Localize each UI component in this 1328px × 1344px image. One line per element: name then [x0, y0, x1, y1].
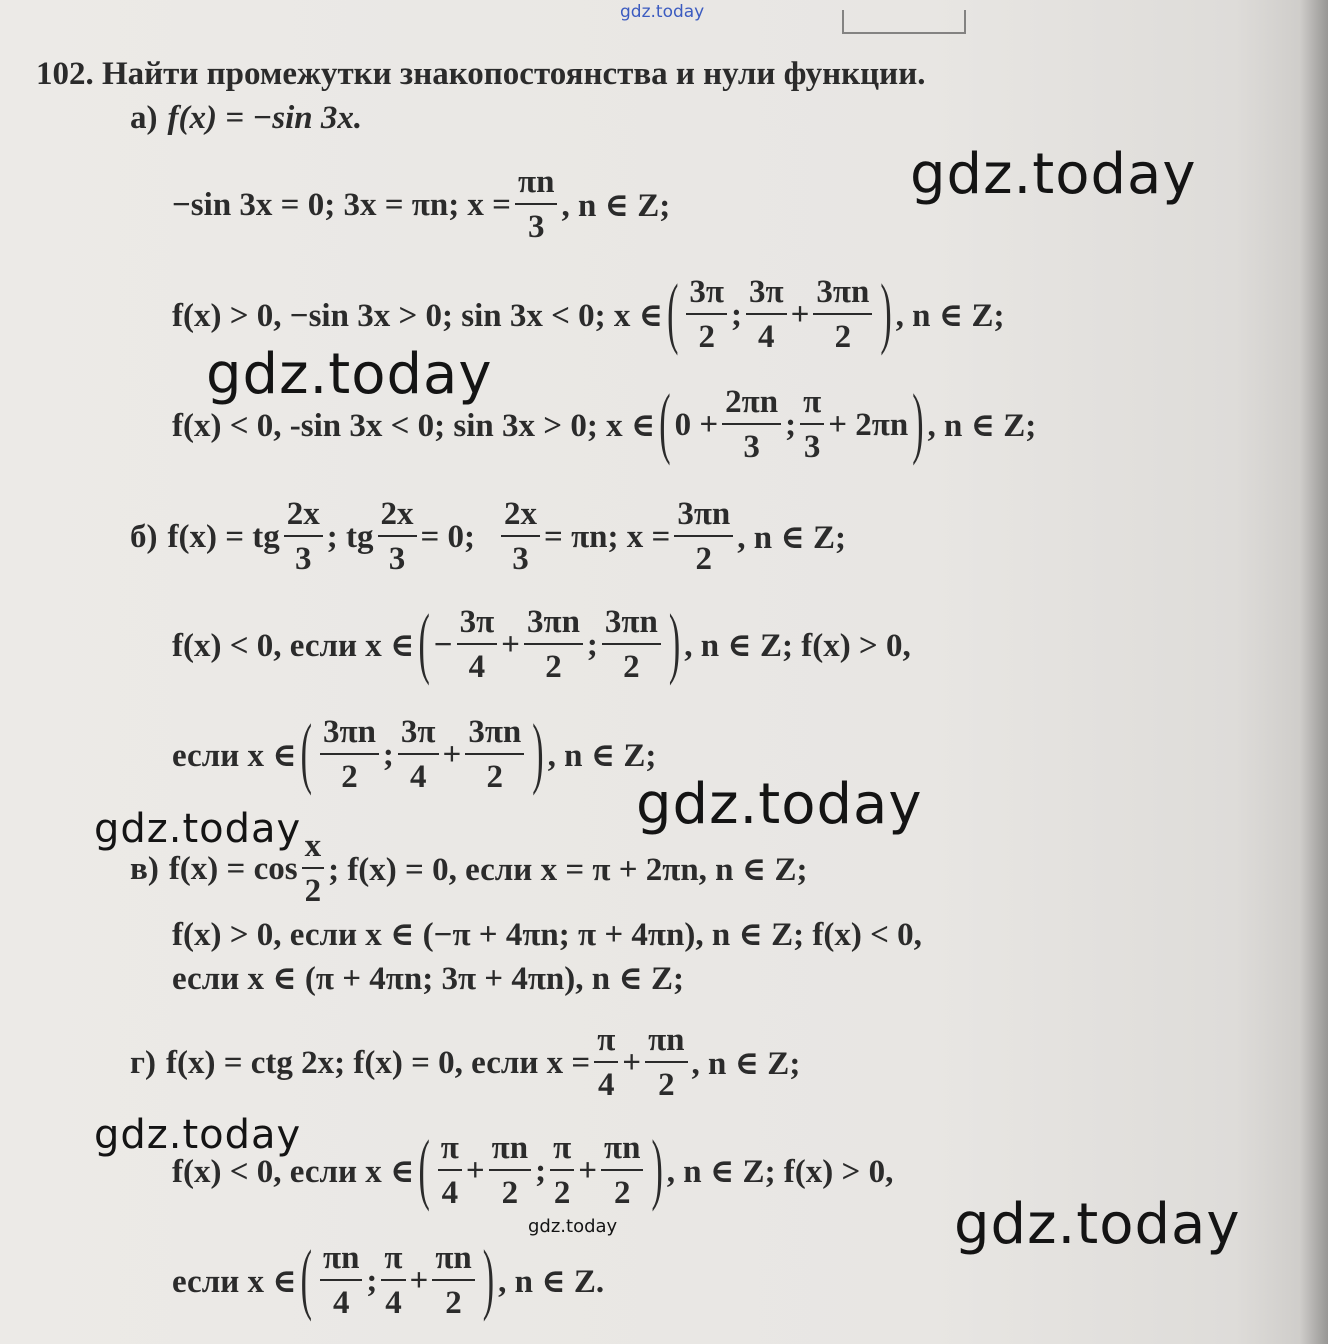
text: если x ∈ [172, 1264, 297, 1300]
part-a-positive-text: f(x) > 0, −sin 3x > 0; sin 3x < 0; x ∈ [172, 298, 664, 334]
plus-sign: + [578, 1152, 598, 1189]
fraction: $\frac{x}{2}$ [302, 830, 325, 908]
text: если x ∈ [172, 738, 297, 774]
left-paren: ( [300, 1236, 312, 1324]
watermark: gdz.today [954, 1192, 1241, 1257]
fraction: $\frac{3\pi n}{2}$ [320, 716, 379, 794]
part-a-zeros-text: −sin 3x = 0; 3x = πn; x = [172, 186, 511, 223]
watermark: gdz.today [910, 142, 1197, 207]
text: f(x) = cos [168, 850, 298, 887]
part-a-positive-tail: , n ∈ Z; [895, 298, 1005, 334]
text: , n ∈ Z; [547, 738, 657, 774]
fraction: $\frac{\pi n}{2}$ [645, 1024, 687, 1102]
part-a-zeros-tail: , n ∈ Z; [561, 188, 671, 224]
fraction: $\frac{\pi n}{2}$ [489, 1132, 531, 1210]
watermark-top: gdz.today [620, 2, 705, 22]
left-paren: ( [300, 710, 312, 798]
left-paren: ( [667, 270, 679, 358]
separator: ; [731, 296, 742, 333]
fraction: $\frac{2x}{3}$ [501, 498, 540, 576]
part-b-line1 [130, 498, 846, 576]
text: f(x) = ctg 2x; f(x) = 0, если x = [165, 1044, 591, 1081]
fraction: $\frac{\pi n}{3}$ [515, 166, 557, 244]
separator: ; [382, 736, 394, 773]
right-paren: ) [651, 1126, 663, 1214]
fraction: $\frac{3\pi}{4}$ [746, 276, 787, 354]
fraction: $\frac{2\pi n}{3}$ [722, 386, 781, 464]
part-g-line1 [130, 1024, 800, 1102]
part-a-heading [130, 100, 362, 137]
fraction: $\frac{3\pi n}{2}$ [674, 498, 733, 576]
separator: ; [586, 626, 598, 663]
text: = πn; x = [544, 518, 671, 555]
problem-title: 102. Найти промежутки знакопостоянства и нули функции. [36, 56, 926, 92]
fraction: $\frac{\pi}{3}$ [800, 386, 824, 464]
fraction: $\frac{3\pi}{4}$ [457, 606, 498, 684]
part-a-function: f(x) = −sin 3x. [167, 100, 363, 136]
part-v-label: в) [130, 850, 159, 887]
part-a-negative-tail: , n ∈ Z; [927, 408, 1037, 444]
fraction: $\frac{3\pi}{2}$ [686, 276, 727, 354]
left-paren: ( [418, 1126, 430, 1214]
minus-sign: − [433, 626, 453, 663]
part-v-line2: f(x) > 0, если x ∈ (−π + 4πn; π + 4πn), n ∈ Z; f(x) < 0, [172, 917, 922, 953]
part-b-label: б) [130, 518, 158, 555]
separator: ; [785, 406, 797, 443]
watermark: gdz.today [206, 342, 493, 407]
fraction: $\frac{\pi n}{2}$ [601, 1132, 643, 1210]
part-g-label: г) [130, 1044, 156, 1081]
text: ; f(x) = 0, если x = π + 2πn, n ∈ Z; [328, 852, 808, 888]
plus-term: + 2πn [828, 406, 909, 443]
right-paren: ) [668, 600, 681, 688]
fraction: $\frac{\pi n}{2}$ [432, 1242, 474, 1320]
fraction: $\frac{3\pi}{4}$ [398, 716, 439, 794]
fraction: $\frac{3\pi n}{2}$ [602, 606, 661, 684]
text: f(x) < 0, если x ∈ [172, 628, 415, 664]
interval-start: 0 + [674, 406, 719, 443]
plus-sign: + [622, 1044, 642, 1081]
fraction: $\frac{2x}{3}$ [378, 498, 417, 576]
plus-sign: + [790, 296, 810, 333]
right-paren: ) [482, 1236, 495, 1324]
fraction: $\frac{3\pi n}{2}$ [465, 716, 524, 794]
text: f(x) = tg [167, 518, 280, 555]
part-b-line3 [172, 710, 657, 798]
text: f(x) < 0, если x ∈ [172, 1154, 415, 1190]
watermark: gdz.today [528, 1216, 618, 1237]
plus-sign: + [501, 626, 520, 663]
separator: ; [535, 1152, 547, 1189]
right-paren: ) [880, 270, 892, 358]
part-b-line2 [172, 600, 911, 688]
fraction: $\frac{\pi}{4}$ [438, 1132, 462, 1210]
fraction: $\frac{\pi n}{4}$ [320, 1242, 362, 1320]
part-g-line3 [172, 1236, 605, 1324]
text: , n ∈ Z; f(x) > 0, [666, 1154, 894, 1190]
watermark: gdz.today [94, 806, 302, 852]
right-paren: ) [912, 380, 924, 468]
plus-sign: + [409, 1262, 429, 1299]
plus-sign: + [442, 736, 462, 773]
plus-sign: + [465, 1152, 485, 1189]
text: , n ∈ Z; [691, 1046, 801, 1082]
fraction: $\frac{3\pi n}{2}$ [813, 276, 872, 354]
part-a-negative-text: f(x) < 0, -sin 3x < 0; sin 3x > 0; x ∈ [172, 408, 656, 444]
right-paren: ) [532, 710, 544, 798]
fraction: $\frac{\pi}{4}$ [381, 1242, 405, 1320]
part-v-line3: если x ∈ (π + 4πn; 3π + 4πn), n ∈ Z; [172, 961, 685, 997]
page-edge-shadow [1300, 0, 1328, 1344]
text: , n ∈ Z; f(x) > 0, [684, 628, 911, 664]
watermark: gdz.today [636, 772, 923, 837]
fraction: $\frac{\pi}{4}$ [594, 1024, 618, 1102]
top-bracket-mark [842, 10, 966, 34]
watermark: gdz.today [94, 1112, 302, 1158]
fraction: $\frac{\pi}{2}$ [550, 1132, 574, 1210]
part-a-label: а) [130, 100, 158, 136]
text: = 0; [420, 518, 476, 555]
text: , n ∈ Z; [737, 520, 847, 556]
fraction: $\frac{3\pi n}{2}$ [524, 606, 583, 684]
left-paren: ( [418, 600, 430, 688]
text: , n ∈ Z. [498, 1264, 605, 1300]
text: ; tg [326, 518, 374, 555]
separator: ; [366, 1262, 378, 1299]
left-paren: ( [659, 380, 671, 468]
part-a-zeros [172, 166, 670, 244]
fraction: $\frac{2x}{3}$ [284, 498, 323, 576]
